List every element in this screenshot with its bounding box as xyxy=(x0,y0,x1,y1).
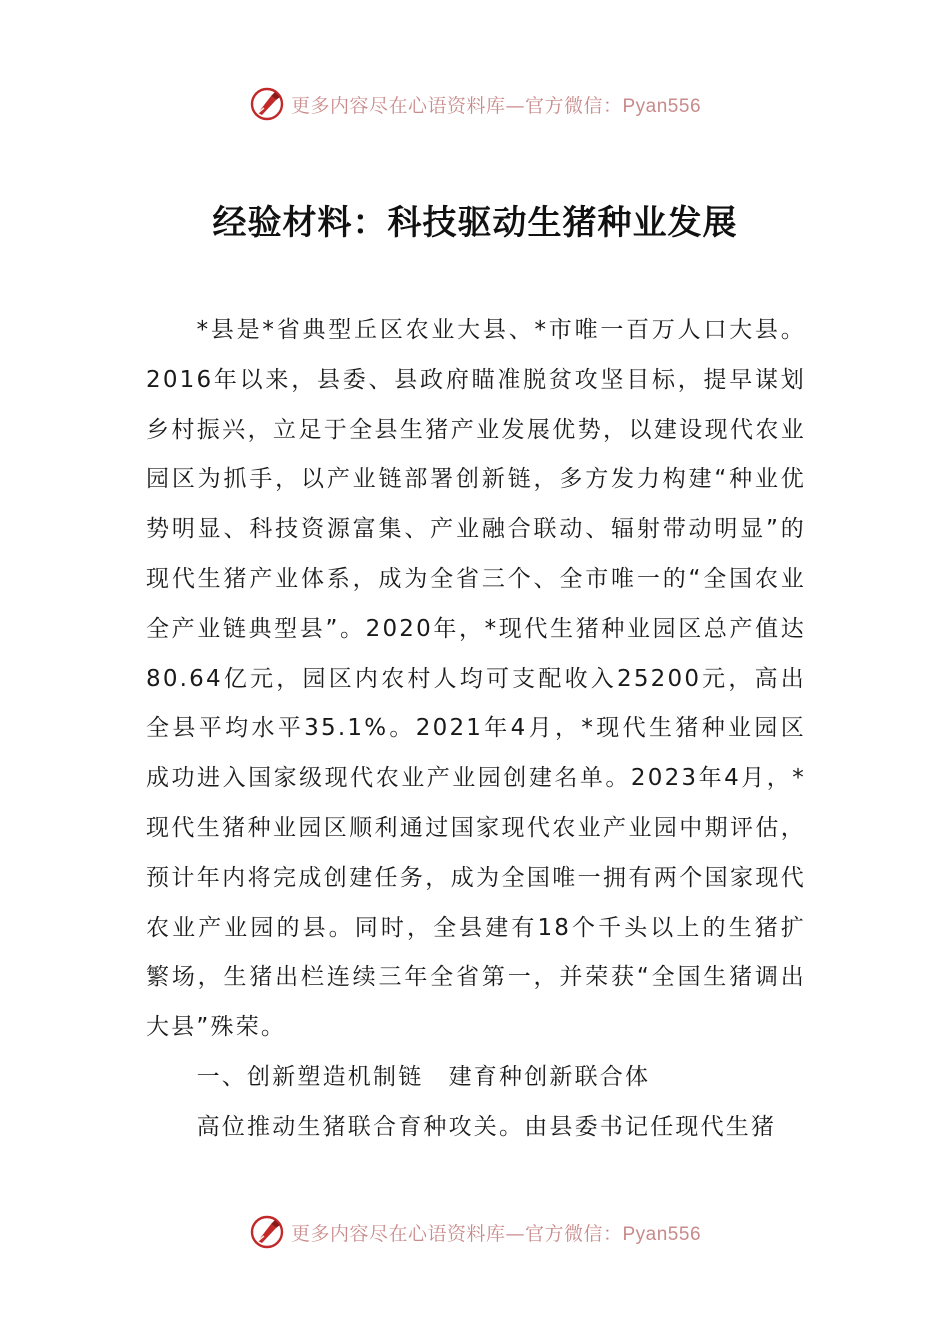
footer-watermark xyxy=(0,1212,950,1252)
pen-nib-logo-icon xyxy=(249,1214,285,1250)
paragraph-intro: *县是*省典型丘区农业大县、*市唯一百万人口大县。2016年以来，县委、县政府瞄准脱贫攻坚目标，提早谋划乡村振兴，立足于全县生猪产业发展优势，以建设现代农业园区为抓手，以产业链部署创新链，多方发力构建“种业优势明显、科技资源富集、产业融合联动、辐射带动明显”的现代生猪产业体系，成为全省三个、全市唯一的“全国农业全产业链典型县”。2020年，*现代生猪种业园区总产值达80.64亿元，园区内农村人均可支配收入25200元，高出全县平均水平35.1%。2021年4月，*现代生猪种业园区成功进入国家级现代农业产业园创建名单。2023年4月，*现代生猪种业园区顺利通过国家现代农业产业园中期评估，预计年内将完成创建任务，成为全国唯一拥有两个国家现代农业产业园的县。同时，全县建有18个千头以上的生猪扩繁场，生猪出栏连续三年全省第一，并荣获“全国生猪调出大县”殊荣。 xyxy=(146,317,806,1041)
watermark-wechat-id: Pyan556 xyxy=(622,1223,702,1245)
watermark-wechat-id: Pyan556 xyxy=(622,95,702,117)
header-watermark xyxy=(0,84,950,124)
watermark-text xyxy=(291,1219,701,1246)
section-heading-1: 一、创新塑造机制链 建育种创新联合体 xyxy=(196,1063,651,1090)
watermark-text xyxy=(291,91,701,118)
pen-nib-logo-icon xyxy=(249,86,285,122)
paragraph-section-1: 高位推动生猪联合育种攻关。由县委书记任现代生猪 xyxy=(196,1113,777,1140)
watermark-label: 更多内容尽在心语资料库—官方微信： xyxy=(290,94,623,117)
document-title: 经验材料：科技驱动生猪种业发展 xyxy=(212,202,738,243)
document-body xyxy=(146,306,806,1153)
watermark-label: 更多内容尽在心语资料库—官方微信： xyxy=(290,1222,623,1245)
